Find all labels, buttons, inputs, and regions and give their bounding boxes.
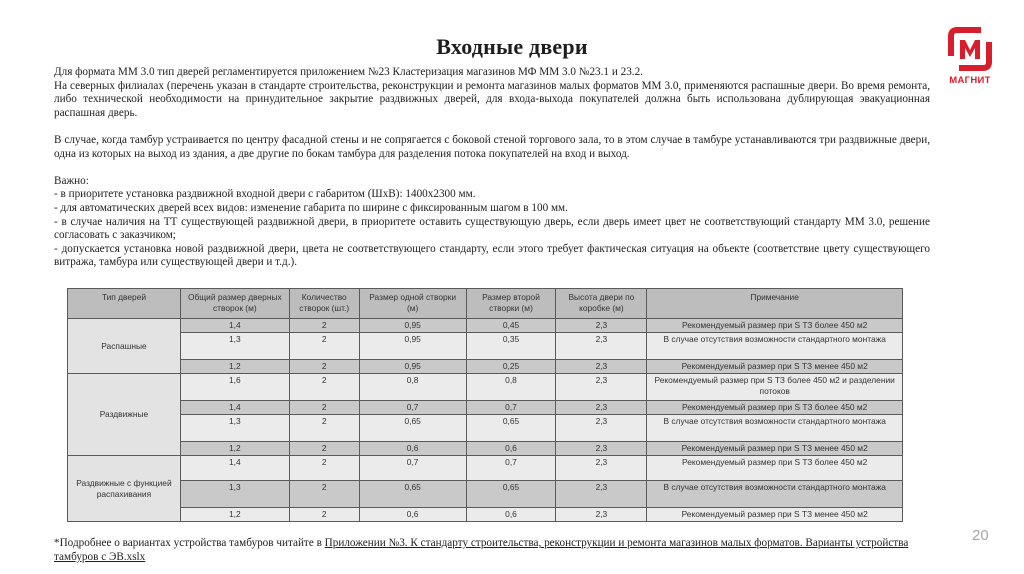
- leaf1-cell: 0,65: [359, 481, 466, 508]
- height-cell: 2,3: [556, 374, 647, 401]
- door-type-cell: Раздвижные с функцией распахивания: [68, 456, 181, 522]
- height-cell: 2,3: [556, 442, 647, 456]
- table-row: [68, 481, 903, 508]
- note-cell: Рекомендуемый размер при S ТЗ более 450 м2: [647, 319, 903, 333]
- magnit-logo: [940, 26, 1000, 96]
- count-cell: 2: [289, 374, 359, 401]
- important-label: Важно:: [54, 174, 89, 187]
- total-cell: 1,3: [180, 481, 289, 508]
- count-cell: 2: [289, 415, 359, 442]
- leaf1-cell: 0,95: [359, 333, 466, 360]
- height-cell: 2,3: [556, 508, 647, 522]
- note-cell: Рекомендуемый размер при S ТЗ более 450 м2 и разделении потоков: [647, 374, 903, 401]
- note-cell: Рекомендуемый размер при S ТЗ более 450 м2: [647, 456, 903, 481]
- leaf1-cell: 0,65: [359, 415, 466, 442]
- leaf2-cell: 0,35: [466, 333, 556, 360]
- height-cell: 2,3: [556, 333, 647, 360]
- height-cell: 2,3: [556, 319, 647, 333]
- table-row: [68, 456, 903, 481]
- total-cell: 1,2: [180, 442, 289, 456]
- total-cell: 1,4: [180, 319, 289, 333]
- leaf1-cell: 0,8: [359, 374, 466, 401]
- total-cell: 1,2: [180, 508, 289, 522]
- header-height: Высота двери по коробке (м): [556, 289, 647, 319]
- header-door-type: Тип дверей: [68, 289, 181, 319]
- count-cell: 2: [289, 508, 359, 522]
- count-cell: 2: [289, 401, 359, 415]
- note-cell: Рекомендуемый размер при S ТЗ менее 450 м2: [647, 442, 903, 456]
- header-leaf1-size: Размер одной створки (м): [359, 289, 466, 319]
- leaf2-cell: 0,8: [466, 374, 556, 401]
- body-text: [54, 66, 930, 270]
- note-cell: В случае отсутствия возможности стандартного монтажа: [647, 333, 903, 360]
- leaf2-cell: 0,6: [466, 442, 556, 456]
- table-row: [68, 319, 903, 333]
- leaf1-cell: 0,7: [359, 401, 466, 415]
- footnote-text: *Подробнее о вариантах устройства тамбуров читайте в: [54, 537, 325, 549]
- header-total-size: Общий размер дверных створок (м): [180, 289, 289, 319]
- bullet-item: - в случае наличия на ТТ существующей раздвижной двери, в приоритете оставить существующую дверь, если дверь имеет цвет не соответствующий стандарту ММ 3.0, решение согласовать с заказчиком;: [54, 215, 930, 242]
- count-cell: 2: [289, 333, 359, 360]
- table-row: [68, 442, 903, 456]
- appendix-link[interactable]: Приложении №3. К стандарту строительства, реконструкции и ремонта магазинов малых форматов. Варианты устройства тамбуров с ЭВ.xslx: [54, 537, 909, 563]
- header-note: Примечание: [647, 289, 903, 319]
- height-cell: 2,3: [556, 456, 647, 481]
- height-cell: 2,3: [556, 401, 647, 415]
- header-leaf-count: Количество створок (шт.): [289, 289, 359, 319]
- leaf2-cell: 0,65: [466, 481, 556, 508]
- height-cell: 2,3: [556, 360, 647, 374]
- paragraph-northern-branches: На северных филиалах (перечень указан в стандарте строительства, реконструкции и ремонта магазинов малых форматов ММ 3.0, применяются распашные двери. Во время ремонта, либо технической необходимости на принудительное закрытие раздвижных дверей, для входа-выхода покупателей должна быть использована дублирующая эвакуационная распашная дверь.: [54, 79, 930, 119]
- table-row: [68, 415, 903, 442]
- bullet-item: - допускается установка новой раздвижной двери, цвета не соответствующего стандарту, если этого требует фактическая ситуация на объекте (соответствие цвету существующего витража, тамбура или существующей двери и т.д.).: [54, 242, 930, 269]
- bullet-item: - для автоматических дверей всех видов: изменение габарита по ширине с фиксированным шагом в 100 мм.: [54, 201, 568, 214]
- page-number: 20: [972, 527, 989, 544]
- door-types-table: [67, 288, 903, 522]
- total-cell: 1,4: [180, 401, 289, 415]
- count-cell: 2: [289, 481, 359, 508]
- total-cell: 1,3: [180, 415, 289, 442]
- total-cell: 1,2: [180, 360, 289, 374]
- count-cell: 2: [289, 442, 359, 456]
- leaf1-cell: 0,7: [359, 456, 466, 481]
- table-row: [68, 333, 903, 360]
- leaf1-cell: 0,6: [359, 508, 466, 522]
- door-type-cell: Раздвижные: [68, 374, 181, 456]
- total-cell: 1,3: [180, 333, 289, 360]
- leaf2-cell: 0,45: [466, 319, 556, 333]
- header-leaf2-size: Размер второй створки (м): [466, 289, 556, 319]
- note-cell: Рекомендуемый размер при S ТЗ более 450 м2: [647, 401, 903, 415]
- total-cell: 1,6: [180, 374, 289, 401]
- leaf2-cell: 0,25: [466, 360, 556, 374]
- leaf2-cell: 0,7: [466, 456, 556, 481]
- note-cell: Рекомендуемый размер при S ТЗ менее 450 м2: [647, 508, 903, 522]
- leaf2-cell: 0,7: [466, 401, 556, 415]
- height-cell: 2,3: [556, 415, 647, 442]
- height-cell: 2,3: [556, 481, 647, 508]
- magnit-logo-icon: [947, 26, 993, 72]
- table-row: [68, 374, 903, 401]
- table-row: [68, 360, 903, 374]
- leaf2-cell: 0,65: [466, 415, 556, 442]
- table-header-row: [68, 289, 903, 319]
- bullet-item: - в приоритете установка раздвижной входной двери с габаритом (ШхВ): 1400х2300 мм.: [54, 188, 476, 201]
- note-cell: В случае отсутствия возможности стандартного монтажа: [647, 481, 903, 508]
- slide-title: Входные двери: [436, 34, 588, 59]
- leaf2-cell: 0,6: [466, 508, 556, 522]
- count-cell: 2: [289, 319, 359, 333]
- table-row: [68, 508, 903, 522]
- count-cell: 2: [289, 456, 359, 481]
- table-row: [68, 401, 903, 415]
- brand-name: МАГНИТ: [949, 75, 991, 86]
- paragraph-format: Для формата ММ 3.0 тип дверей регламентируется приложением №23 Кластеризация магазинов МФ ММ 3.0 №23.1 и 23.2.: [54, 66, 643, 78]
- footnote: [54, 536, 914, 564]
- count-cell: 2: [289, 360, 359, 374]
- leaf1-cell: 0,95: [359, 360, 466, 374]
- door-type-cell: Распашные: [68, 319, 181, 374]
- note-cell: В случае отсутствия возможности стандартного монтажа: [647, 415, 903, 442]
- leaf1-cell: 0,95: [359, 319, 466, 333]
- paragraph-vestibule: В случае, когда тамбур устраивается по центру фасадной стены и не сопрягается с боковой стеной торгового зала, то в этом случае в тамбуре устанавливаются три раздвижные двери, одна из которых на выход из здания, а две другие по бокам тамбура для разделения потока покупателей на вход и выход.: [54, 133, 930, 160]
- leaf1-cell: 0,6: [359, 442, 466, 456]
- note-cell: Рекомендуемый размер при S ТЗ менее 450 м2: [647, 360, 903, 374]
- total-cell: 1,4: [180, 456, 289, 481]
